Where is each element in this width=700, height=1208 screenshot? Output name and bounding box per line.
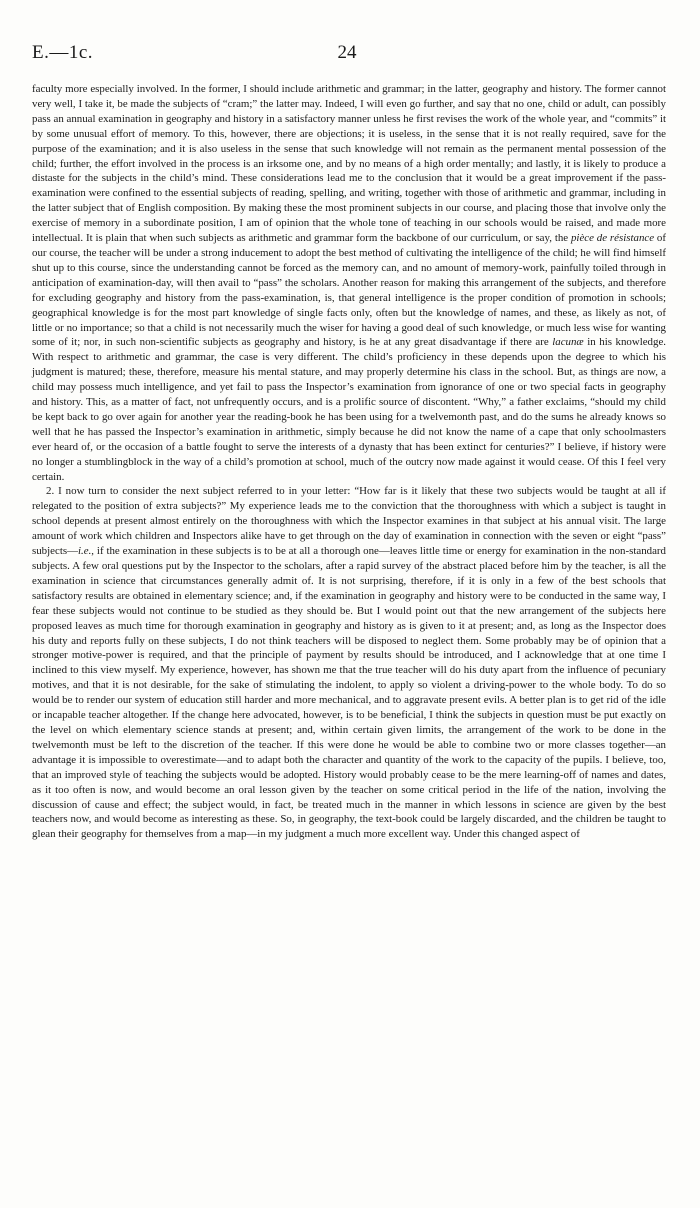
text-run: 2. I now turn to consider the next subject referred to in your letter: “How far is it likely that these two subjects would be taught at all if relegated to the position of extra subjects?” My experience leads me to the conviction that the thoroughness with which a subject is taught in school depends at present almost entirely on the thoroughness with which the Inspector examines in that subject at his annual visit. The large amount of work which children and Inspectors alike have to get through on the day of examination in connection with the seven or eight “pass” subjects—: [32, 485, 666, 558]
italic-run: lacunæ: [552, 336, 584, 349]
italic-run: pièce de résistance: [570, 232, 655, 245]
text-run: faculty more especially involved. In the former, I should include arithmetic and grammar; in the latter, geography and history. The former cannot very well, I take it, be made the subjects of “cram;” the latter may. Indeed, I will even go further, and say that no one, child or adult, can possibly pass an annual examination in geography and history in a satisfactory manner unless he first revises the work of the whole year, and “commits” it by some unusual effort of memory. To this, however, there are objections; it is useless, in the sense that it is not really required, save for the purpose of the examination; and it is also useless in the sense that such knowledge will not remain as the permanent mental possession of the child; further, the effort involved in the process is an irksome one, and by no means of a high order mentally; and lastly, it is likely to produce a distaste for the subjects in the child’s mind. These considerations lead me to the conclusion that it would be a great improvement if the pass-examination were confined to the essential subjects of reading, spelling, and writing, together with those of arithmetic and grammar, including in the latter subject that of English composition. By making these the most prominent subjects in our course, and placing those that involve only the exercise of memory in a subordinate position, I am of opinion that the whole tone of teaching in our schools would be raised, and made more intellectual. It is plain that when such subjects as arithmetic and grammar form the backbone of our curriculum, or say, the: [32, 83, 666, 245]
text-run: , if the examination in these subjects is to be at all a thorough one—leaves little time or energy for examination in the non-standard subjects. A few oral questions put by the Inspector to the scholars, after a rapid survey of the abstract placed before him by the teacher, is all the examination in science that circumstances generally admit of. It is not surprising, therefore, if it is only in a few of the best schools that satisfactory results are obtained in elementary science; and, if the examination in geography and history were to be conducted in the same way, I fear these subjects would not continue to be studied as they should be. But I would point out that the new arrangement of the subjects here proposed leaves as much time for thorough examination in geography and history as is given to it at present; and, as long as the Inspector does his duty and reports fully on these subjects, I do not think teachers will be disposed to neglect them. Some probably may be of opinion that a stronger motive-power is required, and that the principle of payment by results should be introduced, and I acknowledge that at one time I inclined to this view myself. My experience, however, has shown me that the true teacher will do his duty apart from the influence of pecuniary motives, and that it is not desirable, for the sake of stimulating the indolent, to apply so violent a driving-power to the whole body. To do so would be to render our system of education still harder and more mechanical, and to aggravate present evils. A better plan is to get rid of the idle or incapable teacher altogether. If the change here advocated, however, is to be beneficial, I think the subjects in question must be put exactly on the level on which elementary science stands at present; and, within certain given limits, the arrangement of the work to be done in the twelvemonth must be left to the discretion of the teacher. If this were done he would be able to combine two or more classes together—an advantage it is impossible to overestimate—and to adapt both the character and quantity of the work to the capacity of the pupils. I believe, too, that an improved style of teaching the subjects would be adopted. History would probably cease to be the mere learning-off of names and dates, as it too often is now, and would become an oral lesson given by the teacher on some critical period in the life of the nation, involving the discussion of cause and effect; the subject would, in fact, be treated much in the manner in which lessons in science are given by the best teachers now, and would become as interesting as these. So, in geography, the text-book could be largely discarded, and the children be taught to glean their geography for themselves from a map—in my judgment a much more excellent way. Under this changed aspect of: [32, 545, 666, 841]
page-header: [32, 42, 662, 70]
page-number: 24: [337, 42, 357, 63]
document-reference: E.—1c.: [32, 42, 94, 63]
italic-run: i.e.: [77, 545, 92, 558]
text-run: in his knowledge. With respect to arithmetic and grammar, the case is very different. The child’s proficiency in these depends upon the degree to which his judgment is matured; these, therefore, measure his mental stature, and may properly determine his class in the school. But, as things are now, a child may possess much intelligence, and yet fail to pass the Inspector’s examination from ignorance of one or two special facts in geography and history. This, as a matter of fact, not unfrequently occurs, and is a prolific source of discontent. “Why,” a father exclaims, “should my child be kept back to go over again for another year the reading-book he has been using for a twelvemonth past, and do the sums he already knows so well that he has passed the Inspector’s examination in arithmetic, simply because he did not know the name of a cape that only schoolmasters ever heard of, or the occasion of a battle fought to serve the interests of a dynasty that has been extinct for centuries?” I believe, if history were no longer a stumblingblock in the way of a child’s promotion at school, much of the outcry now made against it would cease. Of this I feel very certain.: [32, 336, 667, 483]
paragraph: [32, 82, 666, 484]
text-run: of our course, the teacher will be under a strong inducement to adopt the best method of cultivating the intelligence of the child; he will find himself shut up to this course, since the understanding cannot be forced as the memory can, and no amount of memory-work, painfully toiled through in anticipation of examination-day, will then avail to “pass” the scholars. Another reason for making this arrangement of the subjects, and therefore for excluding geography and history from the pass-examination, is, that general intelligence is the proper condition of promotion in schools; geographical knowledge is for the most part knowledge of single facts only, often but the knowledge of names, and these, as likely as not, of little or no importance; so that a child is not necessarily much the wiser for having a good deal of such knowledge, or much less wise for wanting some of it; nor, in such non-scientific subjects as geography and history, is he at any great disadvantage if there are: [32, 232, 666, 349]
paragraph: [32, 484, 666, 842]
body-text: [32, 82, 666, 842]
